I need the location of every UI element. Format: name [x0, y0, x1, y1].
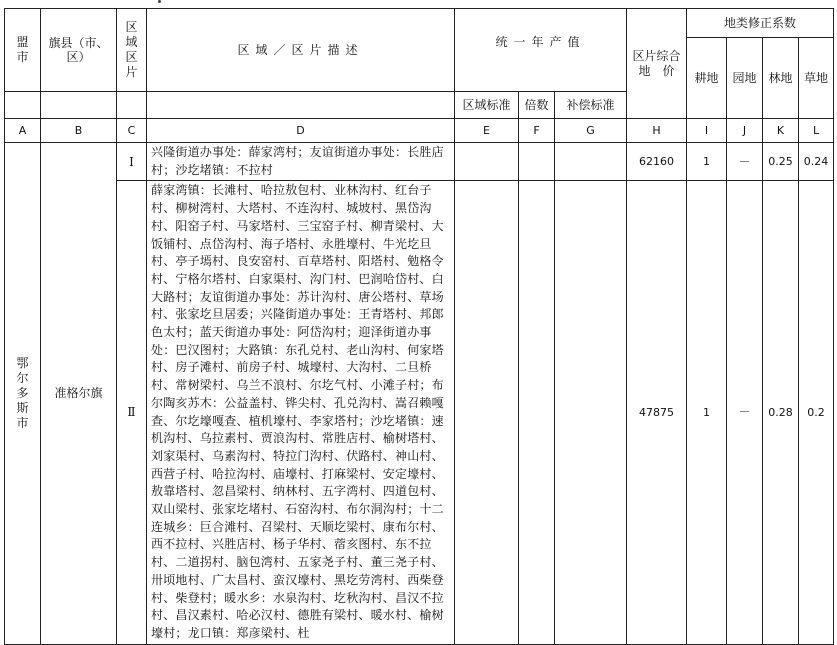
county-cell: 准格尔旗 [41, 143, 117, 645]
composite-price-cell: 47875 [627, 181, 687, 644]
header-grass: 草地 [799, 38, 834, 119]
col-letter: L [799, 119, 834, 143]
zone-cell: Ⅱ [117, 181, 147, 644]
description-cell: 薛家湾镇：长滩村、哈拉敖包村、业林沟村、红台子村、柳树湾村、大塔村、不连沟村、城坡村、黑岱沟村、阳窑子村、马家塔村、三宝窑子村、柳青梁村、大饭铺村、点岱沟村、海子塔村、永胜壕村、牛光圪旦村、亭子墕村、良安窑村、百草塔村、阳塔村、勉格令村、宁格尔塔村、白家渠村、沟门村、巴润哈岱村、白大路村；友谊街道办事处：苏计沟村、唐公塔村、草场村、张家圪旦居委；兴隆街道办事处：王青塔村、邦郎色太村；蓝天街道办事处：阿岱沟村；迎泽街道办事处：巴汉图村；大路镇：东孔兑村、老山沟村、何家塔村、房子滩村、前房子村、城壕村、大沟村、二旦桥村、常树梁村、乌兰不浪村、尔圪气村、小滩子村；布尔陶亥苏木：公益盖村、铧尖村、孔兑沟村、嵩召赖嘎查、尔圪壕嘎查、植机壕村、李家塔村；沙圪堵镇：速机沟村、乌拉素村、贾浪沟村、常胜店村、榆树塔村、刘家渠村、乌素沟村、特拉门沟村、伏路村、神山村、西营子村、哈拉沟村、庙壕村、打麻梁村、安定壕村、敖靠塔村、忽昌梁村、纳林村、五字湾村、四道包村、双山梁村、张家圪堵村、石窑沟村、布尔洞沟村；十二连城乡：巨合滩村、召梁村、天顺圪梁村、康布尔村、西不拉村、兴胜店村、杨子华村、蓿亥图村、东不拉村、二道拐村、脑包湾村、五家尧子村、董三尧子村、卅顷地村、广太昌村、蛮汉壕村、黑圪劳湾村、西柴登村、柴登村；暖水乡：水泉沟村、圪秋沟村、昌汉不拉村、昌汉素村、哈必汉村、德胜有梁村、暖水村、榆树壕村；龙口镇：郑彦梁村、杜 [147, 181, 455, 644]
land-price-table [4, 8, 834, 645]
table-row [5, 143, 834, 181]
multiple-cell [519, 181, 555, 644]
forest-cell: 0.25 [763, 143, 799, 181]
city-cell: 鄂尔多斯市 [5, 143, 41, 645]
garden-cell: － [727, 181, 763, 644]
header-description: 区域／区片描述 [147, 9, 455, 92]
col-letter: H [627, 119, 687, 143]
scan-speck [158, 0, 161, 3]
cultivated-cell: 1 [687, 181, 727, 644]
header-league-city: 盟市 [5, 9, 41, 92]
header-banner-county: 旗县（市、区） [41, 9, 117, 92]
description-cell: 兴隆街道办事处：薛家湾村；友谊街道办事处：长胜店村；沙圪堵镇：不拉村 [147, 143, 455, 181]
cultivated-cell: 1 [687, 143, 727, 181]
col-letter: B [41, 119, 117, 143]
col-letter: K [763, 119, 799, 143]
header-blank-d [147, 92, 455, 119]
header-blank-a [5, 92, 41, 119]
header-blank-c [117, 92, 147, 119]
header-landtype-group: 地类修正系数 [687, 9, 834, 38]
header-unified-value: 统一年产值 [455, 9, 627, 92]
col-letter: J [727, 119, 763, 143]
zone-cell: Ⅰ [117, 143, 147, 181]
header-blank-b [41, 92, 117, 119]
col-letter: A [5, 119, 41, 143]
header-forest: 林地 [763, 38, 799, 119]
zone-standard-cell [455, 143, 519, 181]
col-letter: E [455, 119, 519, 143]
header-composite-price: 区片综合地 价 [627, 9, 687, 119]
header-zone-standard: 区域标准 [455, 92, 519, 119]
header-cultivated: 耕地 [687, 38, 727, 119]
forest-cell: 0.28 [763, 181, 799, 644]
compensation-cell [555, 181, 627, 644]
col-letter: C [117, 119, 147, 143]
col-letter: D [147, 119, 455, 143]
col-letter: G [555, 119, 627, 143]
compensation-cell [555, 143, 627, 181]
header-multiple: 倍数 [519, 92, 555, 119]
header-compensation: 补偿标准 [555, 92, 627, 119]
header-garden: 园地 [727, 38, 763, 119]
composite-price-cell: 62160 [627, 143, 687, 181]
garden-cell: － [727, 143, 763, 181]
table-row [5, 181, 834, 644]
grass-cell: 0.24 [799, 143, 834, 181]
zone-standard-cell [455, 181, 519, 644]
multiple-cell [519, 143, 555, 181]
grass-cell: 0.2 [799, 181, 834, 644]
header-zone: 区域区片 [117, 9, 147, 92]
col-letter: I [687, 119, 727, 143]
col-letter: F [519, 119, 555, 143]
